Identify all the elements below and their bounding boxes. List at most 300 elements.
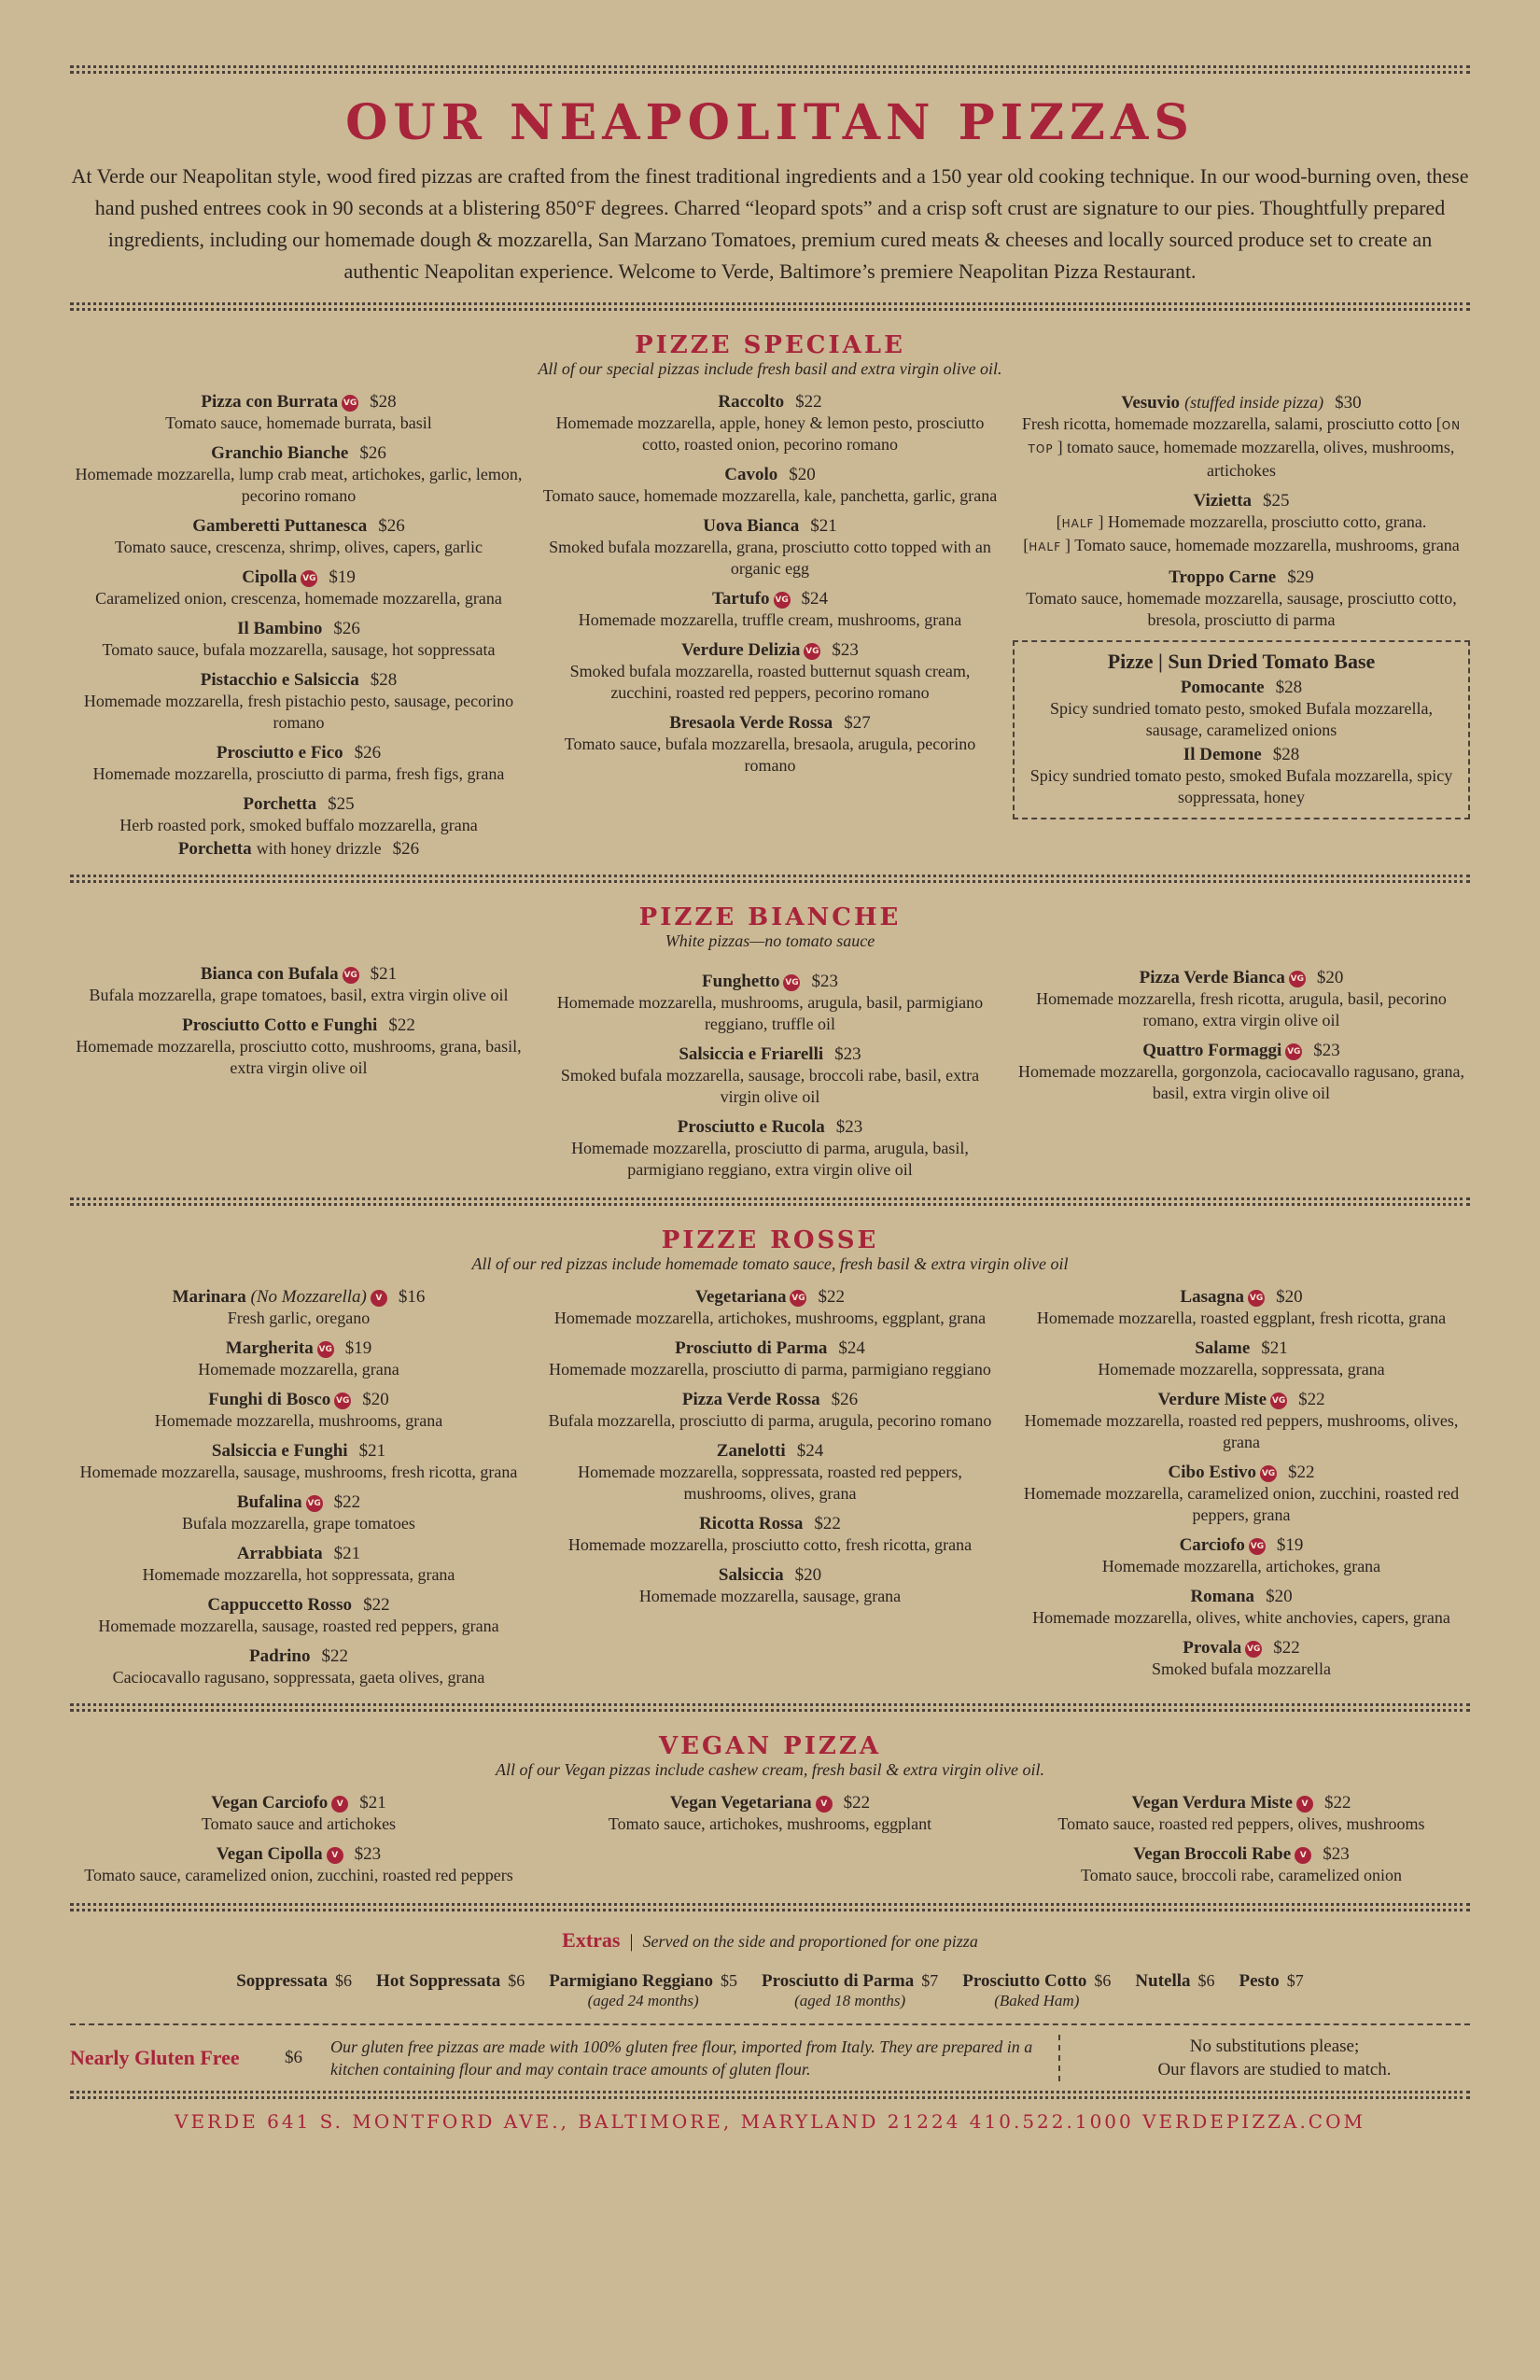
item-price: $22: [818, 1287, 845, 1307]
item-name: Tartufo: [711, 589, 770, 609]
item-name: Vegan Verdura Miste: [1131, 1793, 1293, 1813]
item-desc: Homemade mozzarella, caramelized onion, zucchini, roasted red peppers, grana: [1023, 1484, 1460, 1524]
item-desc: Homemade mozzarella, lump crab meat, artichokes, garlic, lemon, pecorino romano: [75, 465, 523, 505]
extra-price: $6: [508, 1971, 525, 1990]
item-name: Ricotta Rossa: [699, 1514, 804, 1533]
menu-item: [70, 443, 527, 507]
item-price: $26: [333, 619, 360, 638]
item-price: $21: [370, 964, 398, 984]
vegan-icon: V: [371, 1290, 387, 1307]
extra-price: $7: [921, 1971, 939, 1990]
item-name: Pizza Verde Bianca: [1139, 968, 1285, 987]
menu-item: [70, 1544, 527, 1586]
item-price: $16: [398, 1287, 426, 1307]
item-desc: Homemade mozzarella, roasted red peppers, mushrooms, olives, grana: [1024, 1411, 1459, 1451]
menu-item: [1013, 1844, 1470, 1886]
menu-item: [70, 1595, 527, 1637]
item-desc: Tomato sauce, crescenza, shrimp, olives, capers, garlic: [114, 538, 483, 556]
vegan-icon: V: [816, 1796, 833, 1813]
vegetarian-icon: VG: [334, 1393, 351, 1409]
section-title: PIZZE BIANCHE: [638, 903, 902, 931]
item-desc: Homemade mozzarella, sausage, mushrooms, fresh ricotta, grana: [79, 1463, 518, 1481]
item-price: $23: [811, 972, 838, 991]
item-name: Pizza Verde Rossa: [681, 1390, 820, 1409]
item-name: Verdure Miste: [1157, 1390, 1267, 1409]
item-name: Uova Bianca: [703, 516, 800, 536]
item-desc: Homemade mozzarella, sausage, grana: [638, 1587, 902, 1605]
menu-item: [1013, 392, 1470, 482]
item-desc: [HALF ] Homemade mozzarella, prosciutto cotto, grana.: [1056, 512, 1427, 531]
menu-item: [70, 1646, 527, 1688]
item-desc: Homemade mozzarella, apple, honey & lemon pesto, prosciutto cotto, roasted onion, pecorino romano: [555, 413, 985, 454]
item-price: $23: [354, 1844, 382, 1864]
section-subtitle: All of our special pizzas include fresh basil and extra virgin olive oil.: [538, 359, 1002, 378]
item-price: $23: [834, 1044, 861, 1064]
section-rosse: [70, 1226, 1470, 1698]
sun-box-title: Pizze | Sun Dried Tomato Base: [1107, 650, 1376, 673]
menu-columns: [70, 1287, 1470, 1698]
item-desc: Tomato sauce, homemade mozzarella, kale, panchetta, garlic, grana: [542, 486, 998, 505]
vegetarian-icon: VG: [301, 570, 317, 587]
item-price: $20: [1266, 1587, 1293, 1606]
item-name: Prosciutto e Rucola: [677, 1117, 825, 1137]
item-desc: Homemade mozzarella, roasted eggplant, fresh ricotta, grana: [1036, 1309, 1447, 1327]
menu-item: [70, 1441, 527, 1483]
menu-columns: [70, 392, 1470, 869]
menu-columns: [70, 964, 1470, 1190]
item-name: Bufalina: [236, 1492, 302, 1512]
menu-column: [70, 964, 527, 1190]
item-desc: Herb roasted pork, smoked buffalo mozzarella, grana: [119, 816, 478, 834]
item-desc: Tomato sauce, artichokes, mushrooms, eggplant: [608, 1814, 932, 1833]
menu-item: [541, 713, 999, 777]
sun-dried-tomato-box: [1013, 640, 1470, 819]
menu-column: [70, 1287, 527, 1698]
item-desc: Smoked bufala mozzarella: [1152, 1659, 1331, 1678]
menu-item: [541, 1117, 999, 1181]
menu-item: [70, 794, 527, 836]
menu-column: [1013, 1793, 1470, 1896]
item-name: Arrabbiata: [236, 1544, 323, 1563]
vegetarian-icon: VG: [774, 592, 791, 609]
menu-item: [541, 1338, 999, 1380]
extra-name: Prosciutto Cotto: [962, 1971, 1087, 1991]
item-price: $26: [378, 516, 405, 536]
half-tag: HALF: [1061, 517, 1095, 530]
divider: [70, 65, 1470, 74]
item-name: Vegan Vegetariana: [669, 1793, 812, 1813]
extra-price: $6: [335, 1971, 353, 1990]
item-price: $23: [1313, 1041, 1340, 1060]
item-price: $28: [370, 670, 398, 690]
item-desc: Bufala mozzarella, prosciutto di parma, arugula, pecorino romano: [548, 1411, 992, 1430]
vegetarian-icon: VG: [342, 395, 358, 412]
menu-item: [70, 1015, 527, 1079]
menu-item: [70, 670, 527, 734]
item-name: Pomocante: [1180, 678, 1265, 697]
vegetarian-icon: VG: [306, 1495, 323, 1512]
item-price: $19: [1276, 1535, 1304, 1555]
item-desc: Homemade mozzarella, prosciutto cotto, mushrooms, grana, basil, extra virgin olive oil: [76, 1037, 522, 1077]
item-desc: Homemade mozzarella, artichokes, grana: [1101, 1557, 1381, 1575]
item-price: $26: [354, 743, 382, 763]
item-name: Carciofo: [1179, 1535, 1245, 1555]
item-desc: Bufala mozzarella, grape tomatoes, basil, extra virgin olive oil: [89, 986, 509, 1004]
item-price: $24: [796, 1441, 824, 1461]
item-desc: Spicy sundried tomato pesto, smoked Bufala mozzarella, spicy soppressata, honey: [1029, 766, 1453, 806]
item-price: $20: [362, 1390, 389, 1409]
extra-item: [762, 1971, 938, 2010]
item-name: Prosciutto di Parma: [675, 1338, 828, 1358]
item-price: $29: [1287, 567, 1314, 587]
item-name: Troppo Carne: [1169, 567, 1277, 587]
item-price: $24: [838, 1338, 865, 1358]
item-desc: Tomato sauce, roasted red peppers, olives, mushrooms: [1057, 1814, 1425, 1833]
item-name: Funghetto: [702, 972, 780, 991]
item-desc: Tomato sauce, bufala mozzarella, bresaola, arugula, pecorino romano: [564, 735, 976, 775]
menu-column: [70, 392, 527, 869]
item-name: Salsiccia e Funghi: [211, 1441, 348, 1461]
item-name: Pistacchio e Salsiccia: [200, 670, 359, 690]
section-title: PIZZE SPECIALE: [635, 331, 905, 359]
item-desc: Homemade mozzarella, soppressata, roasted red peppers, mushrooms, olives, grana: [578, 1463, 962, 1503]
menu-item: [1013, 567, 1470, 631]
menu-item: [70, 1844, 527, 1886]
extra-name: Hot Soppressata: [376, 1971, 501, 1991]
item-price: $21: [810, 516, 837, 536]
section-subtitle: All of our red pizzas include homemade tomato sauce, fresh basil & extra virgin olive oil: [471, 1254, 1069, 1273]
item-price: $21: [359, 1793, 386, 1813]
menu-column: [1013, 392, 1470, 869]
vegetarian-icon: VG: [783, 974, 800, 991]
item-desc: Homemade mozzarella, grana: [198, 1360, 399, 1379]
item-name: Provala: [1183, 1638, 1242, 1658]
item-desc: [HALF ] Tomato sauce, homemade mozzarella, mushrooms, grana: [1023, 536, 1460, 554]
item-desc: Spicy sundried tomato pesto, smoked Bufala mozzarella, sausage, caramelized onions: [1050, 699, 1433, 739]
item-name: Verdure Delizia: [681, 640, 801, 660]
item-price: $20: [1276, 1287, 1303, 1307]
extra-price: $6: [1094, 1971, 1112, 1990]
item-desc: Smoked bufala mozzarella, sausage, broccoli rabe, basil, extra virgin olive oil: [560, 1066, 980, 1106]
item-name: Cavolo: [724, 465, 778, 484]
item-desc: Fresh ricotta, homemade mozzarella, salami, prosciutto cotto [ON TOP ] tomato sauce, homemade mozzarella, olives, mushrooms, artichokes: [1021, 414, 1462, 480]
menu-item: [70, 743, 527, 785]
menu-item: [70, 392, 527, 434]
item-name: Padrino: [249, 1646, 311, 1666]
item-name: Porchetta: [177, 839, 252, 859]
menu-item: [70, 1793, 527, 1835]
section-speciale: [70, 331, 1470, 869]
item-desc: Tomato sauce and artichokes: [201, 1814, 397, 1833]
item-price: $22: [1298, 1390, 1325, 1409]
menu-item: [541, 392, 999, 455]
item-desc: Homemade mozzarella, prosciutto di parma, fresh figs, grana: [92, 764, 505, 783]
vegetarian-icon: VG: [1270, 1393, 1287, 1409]
item-price: $23: [832, 640, 859, 660]
vegetarian-icon: VG: [1248, 1290, 1265, 1307]
extras-note: Served on the side and proportioned for one pizza: [642, 1932, 978, 1951]
item-desc: Fresh garlic, oregano: [227, 1309, 371, 1327]
extra-name: Nutella: [1135, 1971, 1191, 1991]
menu-item: [1013, 491, 1470, 558]
item-price: $22: [333, 1492, 361, 1512]
divider: [70, 302, 1470, 311]
menu-item: [70, 1390, 527, 1432]
extras-separator: |: [629, 1931, 634, 1952]
item-price: $22: [814, 1514, 841, 1533]
menu-item: [70, 1338, 527, 1380]
menu-item: [1024, 678, 1459, 741]
gluten-free-label: Nearly Gluten Free: [70, 2046, 240, 2069]
item-desc: Homemade mozzarella, mushrooms, grana: [154, 1411, 443, 1430]
item-name: Salsiccia e Friarelli: [679, 1044, 824, 1064]
gluten-free-note: Our gluten free pizzas are made with 100% gluten free flour, imported from Italy. They are prepared in a kitchen containing flour and may contain trace amounts of gluten flour.: [330, 2037, 1033, 2079]
item-desc: Smoked bufala mozzarella, roasted butternut squash cream, zucchini, roasted red peppers, pecorino romano: [569, 662, 971, 702]
item-name: Cappuccetto Rosso: [207, 1595, 353, 1615]
menu-item: [1013, 1041, 1470, 1104]
item-price: $26: [359, 443, 386, 463]
item-desc: Homemade mozzarella, fresh ricotta, arugula, basil, pecorino romano, extra virgin olive oil: [1036, 989, 1447, 1029]
menu-item: [541, 1793, 999, 1835]
item-price: $19: [329, 567, 356, 587]
vegetarian-icon: VG: [317, 1341, 334, 1358]
extra-item: [549, 1971, 737, 2010]
vegetarian-icon: VG: [1289, 971, 1306, 987]
item-name: Marinara (No Mozzarella): [172, 1287, 367, 1307]
extra-name: Parmigiano Reggiano: [549, 1971, 713, 1991]
item-name: Granchio Bianche: [211, 443, 349, 463]
menu-item: [1013, 1793, 1470, 1835]
item-price: $22: [1273, 1638, 1300, 1658]
divider: [70, 875, 1470, 883]
menu-item: [70, 838, 527, 860]
item-name: Vegan Carciofo: [211, 1793, 329, 1813]
extra-sub: (Baked Ham): [994, 1992, 1080, 2009]
item-price: $20: [789, 465, 816, 484]
item-name: Margherita: [225, 1338, 314, 1358]
item-desc: Homemade mozzarella, prosciutto cotto, fresh ricotta, grana: [567, 1535, 973, 1554]
item-desc: Caramelized onion, crescenza, homemade mozzarella, grana: [95, 589, 502, 608]
item-price: $25: [1263, 491, 1290, 511]
item-price: $28: [1272, 745, 1300, 764]
menu-item: [541, 465, 999, 507]
menu-item: [541, 1514, 999, 1556]
item-name: Pizza con Burrata: [201, 392, 339, 412]
gluten-free-price: $6: [285, 2048, 302, 2067]
extra-price: $7: [1286, 1971, 1304, 1990]
item-name: Funghi di Bosco: [208, 1390, 331, 1409]
item-price: $22: [321, 1646, 348, 1666]
item-name: Il Bambino: [237, 619, 323, 638]
menu-item: [541, 589, 999, 631]
section-subtitle: All of our Vegan pizzas include cashew cream, fresh basil & extra virgin olive oil.: [496, 1760, 1044, 1779]
extra-item: [376, 1971, 525, 2010]
item-desc: Homemade mozzarella, soppressata, grana: [1098, 1360, 1385, 1379]
extra-name: Pesto: [1239, 1971, 1280, 1991]
item-name: Il Demone: [1183, 745, 1262, 764]
item-price: $22: [843, 1793, 871, 1813]
menu-item: [541, 1044, 999, 1108]
item-price: $22: [1323, 1793, 1351, 1813]
divider: [70, 1197, 1470, 1206]
menu-item: [70, 567, 527, 609]
menu-item: [70, 1287, 527, 1329]
item-name: Vesuvio: [1121, 393, 1181, 413]
item-name: Bianca con Bufala: [200, 964, 339, 984]
extra-item: [962, 1971, 1111, 2010]
menu-item: [1013, 1287, 1470, 1329]
section-bianche: [70, 903, 1470, 1190]
extras-header: [70, 1928, 1470, 1953]
item-price: $22: [1288, 1463, 1315, 1482]
item-name: Romana: [1190, 1587, 1255, 1606]
item-desc: Homemade mozzarella, olives, white anchovies, capers, grana: [1032, 1608, 1450, 1627]
item-price: $23: [835, 1117, 863, 1137]
item-price: $25: [328, 794, 355, 814]
menu-column: [541, 1287, 999, 1698]
page-title: OUR NEAPOLITAN PIZZAS: [345, 94, 1195, 151]
menu-item: [1013, 1390, 1470, 1453]
menu-item: [1013, 1535, 1470, 1577]
item-price: $19: [344, 1338, 372, 1358]
vegetarian-icon: VG: [1285, 1043, 1302, 1060]
item-name: Salame: [1195, 1338, 1251, 1358]
item-note: (stuffed inside pizza): [1184, 393, 1324, 412]
menu-columns: [70, 1793, 1470, 1896]
item-desc: Smoked bufala mozzarella, grana, prosciutto cotto topped with an organic egg: [549, 538, 991, 578]
section-title: PIZZE ROSSE: [661, 1226, 879, 1254]
item-name: Vizietta: [1193, 491, 1253, 511]
extra-price: $6: [1197, 1971, 1215, 1990]
item-name: Cibo Estivo: [1168, 1463, 1256, 1482]
section-subtitle: White pizzas—no tomato sauce: [665, 931, 875, 950]
item-name: Prosciutto Cotto e Funghi: [182, 1015, 378, 1035]
item-desc: Tomato sauce, homemade burrata, basil: [165, 413, 432, 432]
menu-column: [1013, 964, 1470, 1190]
item-desc: Homemade mozzarella, truffle cream, mushrooms, grana: [578, 610, 962, 629]
substitution-note: No substitutions please; Our flavors are studied to match.: [1058, 2035, 1470, 2081]
vegan-icon: V: [1295, 1847, 1311, 1864]
item-desc: Homemade mozzarella, sausage, roasted red peppers, grana: [98, 1617, 499, 1635]
menu-item: [1013, 1638, 1470, 1680]
item-desc: Homemade mozzarella, gorgonzola, caciocavallo ragusano, grana, basil, extra virgin olive oil: [1018, 1062, 1464, 1102]
vegan-icon: V: [327, 1847, 343, 1864]
divider: [70, 2091, 1470, 2099]
extra-price: $5: [721, 1971, 737, 1990]
item-price: $24: [801, 589, 829, 609]
item-name: Lasagna: [1180, 1287, 1245, 1307]
item-name: Quattro Formaggi: [1142, 1041, 1282, 1060]
divider: [70, 1703, 1470, 1712]
item-price: $21: [333, 1544, 361, 1563]
menu-item: [541, 640, 999, 704]
menu-column: [1013, 1287, 1470, 1698]
item-desc: Homemade mozzarella, prosciutto di parma, arugula, basil, parmigiano reggiano, extra virgin olive oil: [571, 1139, 969, 1179]
item-price: $28: [1275, 678, 1303, 697]
item-price: $21: [1261, 1338, 1288, 1358]
vegetarian-icon: VG: [790, 1290, 806, 1307]
extra-item: [1239, 1971, 1304, 2010]
item-desc: Tomato sauce, caramelized onion, zucchini, roasted red peppers: [84, 1866, 513, 1884]
extras-list: [70, 1971, 1470, 2010]
item-desc: Homemade mozzarella, prosciutto di parma, parmigiano reggiano: [549, 1360, 991, 1379]
item-name: Porchetta: [243, 794, 317, 814]
menu-column: [541, 392, 999, 869]
item-name: Vegan Cipolla: [216, 1844, 323, 1864]
item-name: Gamberetti Puttanesca: [192, 516, 368, 536]
extra-name: Soppressata: [236, 1971, 329, 1991]
item-name: Raccolto: [718, 392, 785, 412]
menu-item: [1013, 1338, 1470, 1380]
item-price: $20: [1316, 968, 1344, 987]
item-price: $21: [358, 1441, 386, 1461]
section-title: VEGAN PIZZA: [658, 1732, 882, 1760]
half-tag: HALF: [1029, 540, 1062, 553]
extra-item: [1135, 1971, 1214, 2010]
item-desc: Bufala mozzarella, grape tomatoes: [182, 1514, 415, 1533]
vegetarian-icon: VG: [1245, 1641, 1262, 1658]
footer-address: VERDE 641 S. MONTFORD AVE., BALTIMORE, MARYLAND 21224 410.522.1000 VERDEPIZZA.COM: [175, 2110, 1365, 2133]
divider: [70, 1903, 1470, 1911]
item-price: $23: [1323, 1844, 1350, 1864]
item-desc: Homemade mozzarella, mushrooms, arugula, basil, parmigiano reggiano, truffle oil: [556, 993, 984, 1033]
item-desc: Tomato sauce, broccoli rabe, caramelized onion: [1080, 1866, 1403, 1884]
menu-item: [1013, 1587, 1470, 1629]
menu-item: [541, 1565, 999, 1607]
vegan-icon: V: [331, 1796, 348, 1813]
menu-item: [70, 964, 527, 1006]
item-name: Prosciutto e Fico: [216, 743, 343, 763]
item-price: $26: [831, 1390, 859, 1409]
gluten-free-row: [70, 2023, 1470, 2091]
menu-column: [541, 964, 999, 1190]
item-desc: Tomato sauce, homemade mozzarella, sausage, prosciutto cotto, bresola, prosciutto di parma: [1026, 589, 1457, 629]
item-price: $22: [795, 392, 822, 412]
item-desc: Homemade mozzarella, hot soppressata, grana: [142, 1565, 455, 1584]
menu-item: [1013, 1463, 1470, 1526]
menu-column: [70, 1793, 527, 1896]
item-price: $22: [363, 1595, 390, 1615]
menu-item: [70, 516, 527, 558]
item-name: Zanelotti: [716, 1441, 786, 1461]
item-price: $28: [370, 392, 397, 412]
menu-item: [1013, 968, 1470, 1031]
menu-item: [70, 1492, 527, 1534]
extra-sub: (aged 24 months): [587, 1992, 699, 2009]
menu-item: [541, 972, 999, 1035]
item-price: $26: [392, 839, 420, 859]
item-price: $22: [388, 1015, 415, 1035]
item-desc: Caciocavallo ragusano, soppressata, gaeta olives, grana: [112, 1668, 485, 1687]
menu-item: [541, 1287, 999, 1329]
on-top-tag: ON TOP: [1028, 419, 1462, 455]
item-desc: Homemade mozzarella, fresh pistachio pesto, sausage, pecorino romano: [83, 692, 514, 732]
menu-item: [541, 516, 999, 580]
intro-text: At Verde our Neapolitan style, wood fired pizzas are crafted from the finest traditional ingredients and a 150 year old cooking technique. In our wood-burning oven, these hand pushed entrees cook in 90 seconds at a blistering 850°F degrees. Charred “leopard spots” and a crisp soft crust are signature to our pies. Thoughtfully prepared ingredients, including our homemade dough & mozzarella, San Marzano Tomatoes, premium cured meats & cheeses and locally sourced produce set to create an authentic Neapolitan experience. Welcome to Verde, Baltimore’s premiere Neapolitan Pizza Restaurant.: [71, 164, 1469, 283]
item-desc: Tomato sauce, bufala mozzarella, sausage, hot soppressata: [102, 640, 496, 659]
menu-column: [541, 1793, 999, 1896]
extras-label: Extras: [562, 1928, 621, 1952]
item-name: Vegan Broccoli Rabe: [1133, 1844, 1292, 1864]
menu-item: [1024, 745, 1459, 808]
item-desc: Homemade mozzarella, artichokes, mushrooms, eggplant, grana: [553, 1309, 987, 1327]
item-name: Vegetariana: [695, 1287, 787, 1307]
item-price: $27: [844, 713, 871, 733]
vegetarian-icon: VG: [1260, 1465, 1277, 1482]
extra-item: [236, 1971, 352, 2010]
item-note: with honey drizzle: [256, 839, 382, 858]
vegetarian-icon: VG: [1249, 1538, 1266, 1555]
